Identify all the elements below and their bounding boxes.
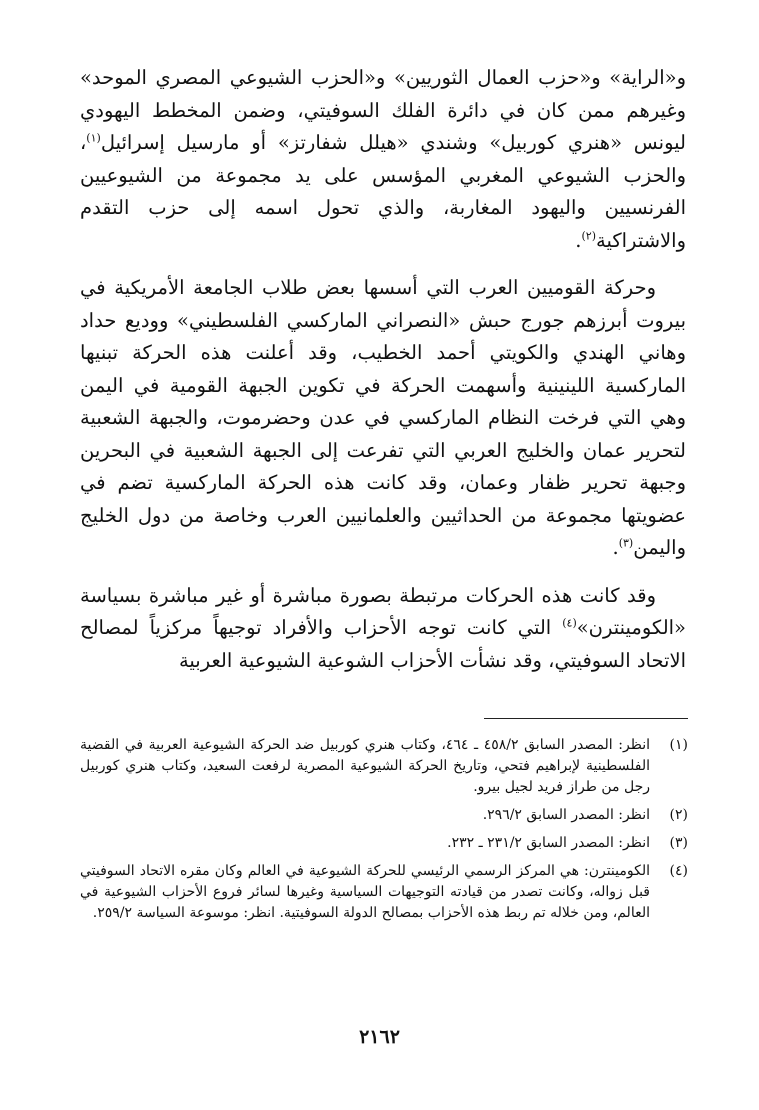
paragraph-text: وقد كانت هذه الحركات مرتبطة بصورة مباشرة أو غير مباشرة بسياسة «الكومينترن» xyxy=(80,583,686,639)
footnote-text: انظر: المصدر السابق ٢٩٦/٢. xyxy=(482,807,650,823)
paragraph-text: التي كانت توجه الأحزاب والأفراد توجيهاً مركزياً لمصالح الاتحاد السوفيتي، وقد نشأت الأحزاب الشوعية الشيوعية العربية xyxy=(80,616,686,672)
footnote-number: (١) xyxy=(669,737,688,753)
footnote-marker: (٢) xyxy=(581,229,597,242)
paragraph-text: . xyxy=(612,536,619,559)
footnote-number: (٢) xyxy=(669,807,688,823)
footnote xyxy=(80,735,688,798)
paragraph-1 xyxy=(80,62,686,257)
footnote-text: انظر: المصدر السابق ٢٣١/٢ ـ ٢٣٢. xyxy=(447,835,650,851)
footnote-text: انظر: المصدر السابق ٤٥٨/٢ ـ ٤٦٤، وكتاب هنري كوربيل ضد الحركة الشيوعية العربية في القضية الفلسطينية لإبراهيم فتحي، وتاريخ الحركة الشيوعية المصرية لرفعت السعيد، وكتاب هنري كوربيل رجل من طراز فريد لجيل بيرو. xyxy=(80,737,651,795)
paragraph-3 xyxy=(80,580,686,678)
paragraph-text: و«الراية» و«حزب العمال الثوريين» و«الحزب الشيوعي المصري الموحد» وغيرهم ممن كان في دائرة الفلك السوفيتي، وضمن المخطط اليهودي ليونس «هنري كوربيل» وشندي «هيلل شفارتز» أو مارسيل إسرائيل xyxy=(80,66,686,154)
page-number: ٢١٦٢ xyxy=(359,1026,400,1048)
paragraph-text: ، والحزب الشيوعي المغربي المؤسس على يد مجموعة من الشيوعيين الفرنسيين واليهود المغاربة، والذي تحول اسمه إلى حزب التقدم والاشتراكية xyxy=(80,131,686,252)
footnote xyxy=(80,805,688,826)
footnote-number: (٣) xyxy=(669,835,688,851)
main-text xyxy=(80,62,686,677)
footnote xyxy=(80,833,688,854)
footnote-text: الكومينترن: هي المركز الرسمي الرئيسي للحركة الشيوعية في العالم وكان مقره الاتحاد السوفيتي قبل زواله، وكانت تصدر من قيادته التوجيهات السياسية وغيرها لسائر فروع الأحزاب الشيوعية في العالم، ومن خلاله تم ربط هذه الأحزاب بمصالح الدولة السوفيتية. انظر: موسوعة السياسة ٢٥٩/٢. xyxy=(80,863,650,921)
footnote-marker: (١) xyxy=(86,131,101,145)
footnote-marker: (٤) xyxy=(562,616,577,630)
footnote-number: (٤) xyxy=(669,863,688,879)
footnote-marker: (٣) xyxy=(618,536,634,550)
paragraph-2 xyxy=(80,272,686,565)
footnotes xyxy=(80,735,688,931)
paragraph-text: وحركة القوميين العرب التي أسسها بعض طلاب الجامعة الأمريكية في بيروت أبرزهم جورج حبش «النصراني الماركسي الفلسطيني» ووديع حداد وهاني الهندي والكويتي أحمد الخطيب، وقد أعلنت هذه الحركة تبنيها الماركسية اللينينية وأسهمت الحركة في تكوين الجبهة القومية في اليمن وهي التي فرخت النظام الماركسي في عدن وحضرموت، والجبهة الشعبية لتحرير عمان والخليج العربي التي تفرعت إلى الجبهة الشعبية في البحرين وجبهة تحرير ظفار وعمان، وقد كانت هذه الحركة الماركسية تضم في عضويتها مجموعة من الحداثيين والعلمانيين العرب وخاصة من دول الخليج واليمن xyxy=(80,276,686,559)
paragraph-text: . xyxy=(575,228,582,252)
footnote-separator xyxy=(484,718,688,719)
footnote xyxy=(80,861,688,924)
